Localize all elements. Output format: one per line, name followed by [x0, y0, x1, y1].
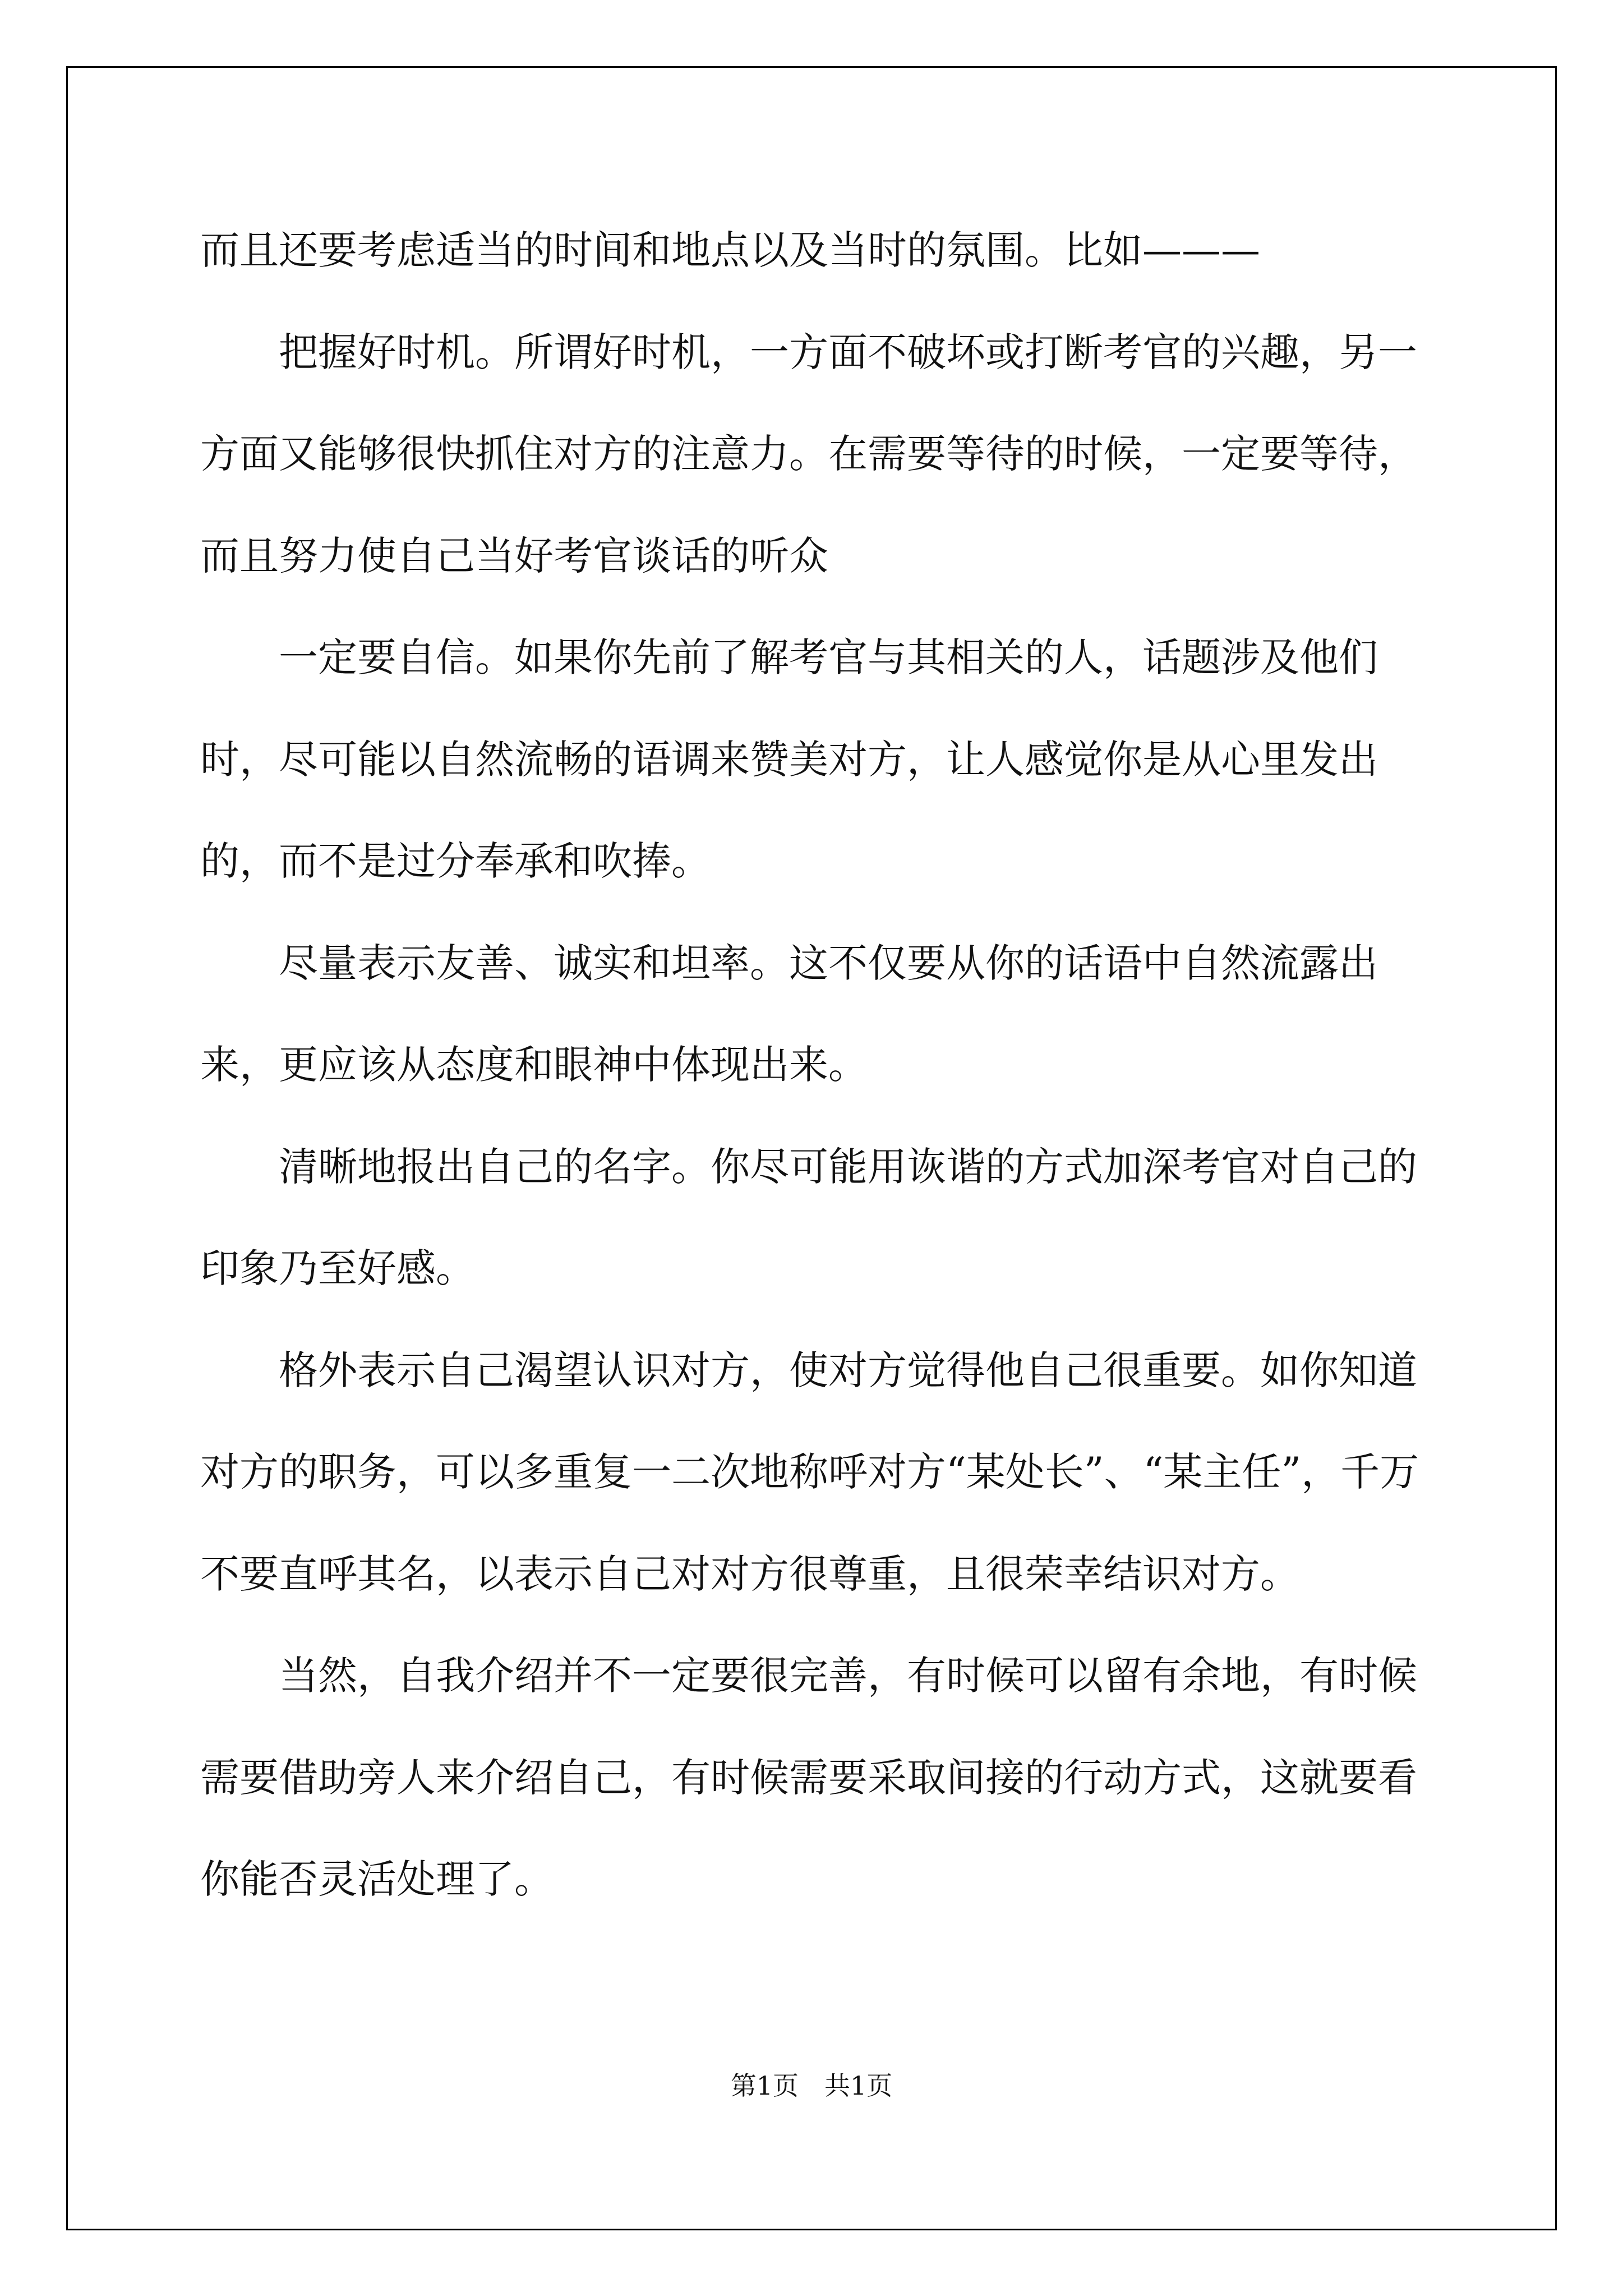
- paragraph-confidence: 一定要自信。如果你先前了解考官与其相关的人，话题涉及他们时，尽可能以自然流畅的语调来赞美对方，让人感觉你是从心里发出的，而不是过分奉承和吹捧。: [200, 634, 1378, 884]
- paragraph-name: 清晰地报出自己的名字。你尽可能用诙谐的方式加深考官对自己的印象乃至好感。: [200, 1143, 1417, 1291]
- paragraph-timing: 把握好时机。所谓好时机，一方面不破坏或打断考官的兴趣，另一方面又能够很快抓住对方的注意力。在需要等待的时候，一定要等待，而且努力使自己当好考官谈话的听众: [200, 329, 1417, 579]
- paragraph-friendliness: 尽量表示友善、诚实和坦率。这不仅要从你的话语中自然流露出来，更应该从态度和眼神中体现出来。: [200, 940, 1378, 1088]
- paragraph-respect: 格外表示自己渴望认识对方，使对方觉得他自己很重要。如你知道对方的职务，可以多重复一二次地称呼对方“某处长”、“某主任”，千万不要直呼其名，以表示自己对对方很尊重，且很荣幸结识对方。: [200, 1347, 1419, 1597]
- paragraph-continuation: 而且还要考虑适当的时间和地点以及当时的氛围。比如———: [200, 227, 1260, 273]
- page-number-footer: 第1页 共1页: [730, 2070, 893, 2101]
- document-body: [200, 200, 1440, 1931]
- paragraph-conclusion: 当然，自我介绍并不一定要很完善，有时候可以留有余地，有时候需要借助旁人来介绍自己，有时候需要采取间接的行动方式，这就要看你能否灵活处理了。: [200, 1653, 1417, 1902]
